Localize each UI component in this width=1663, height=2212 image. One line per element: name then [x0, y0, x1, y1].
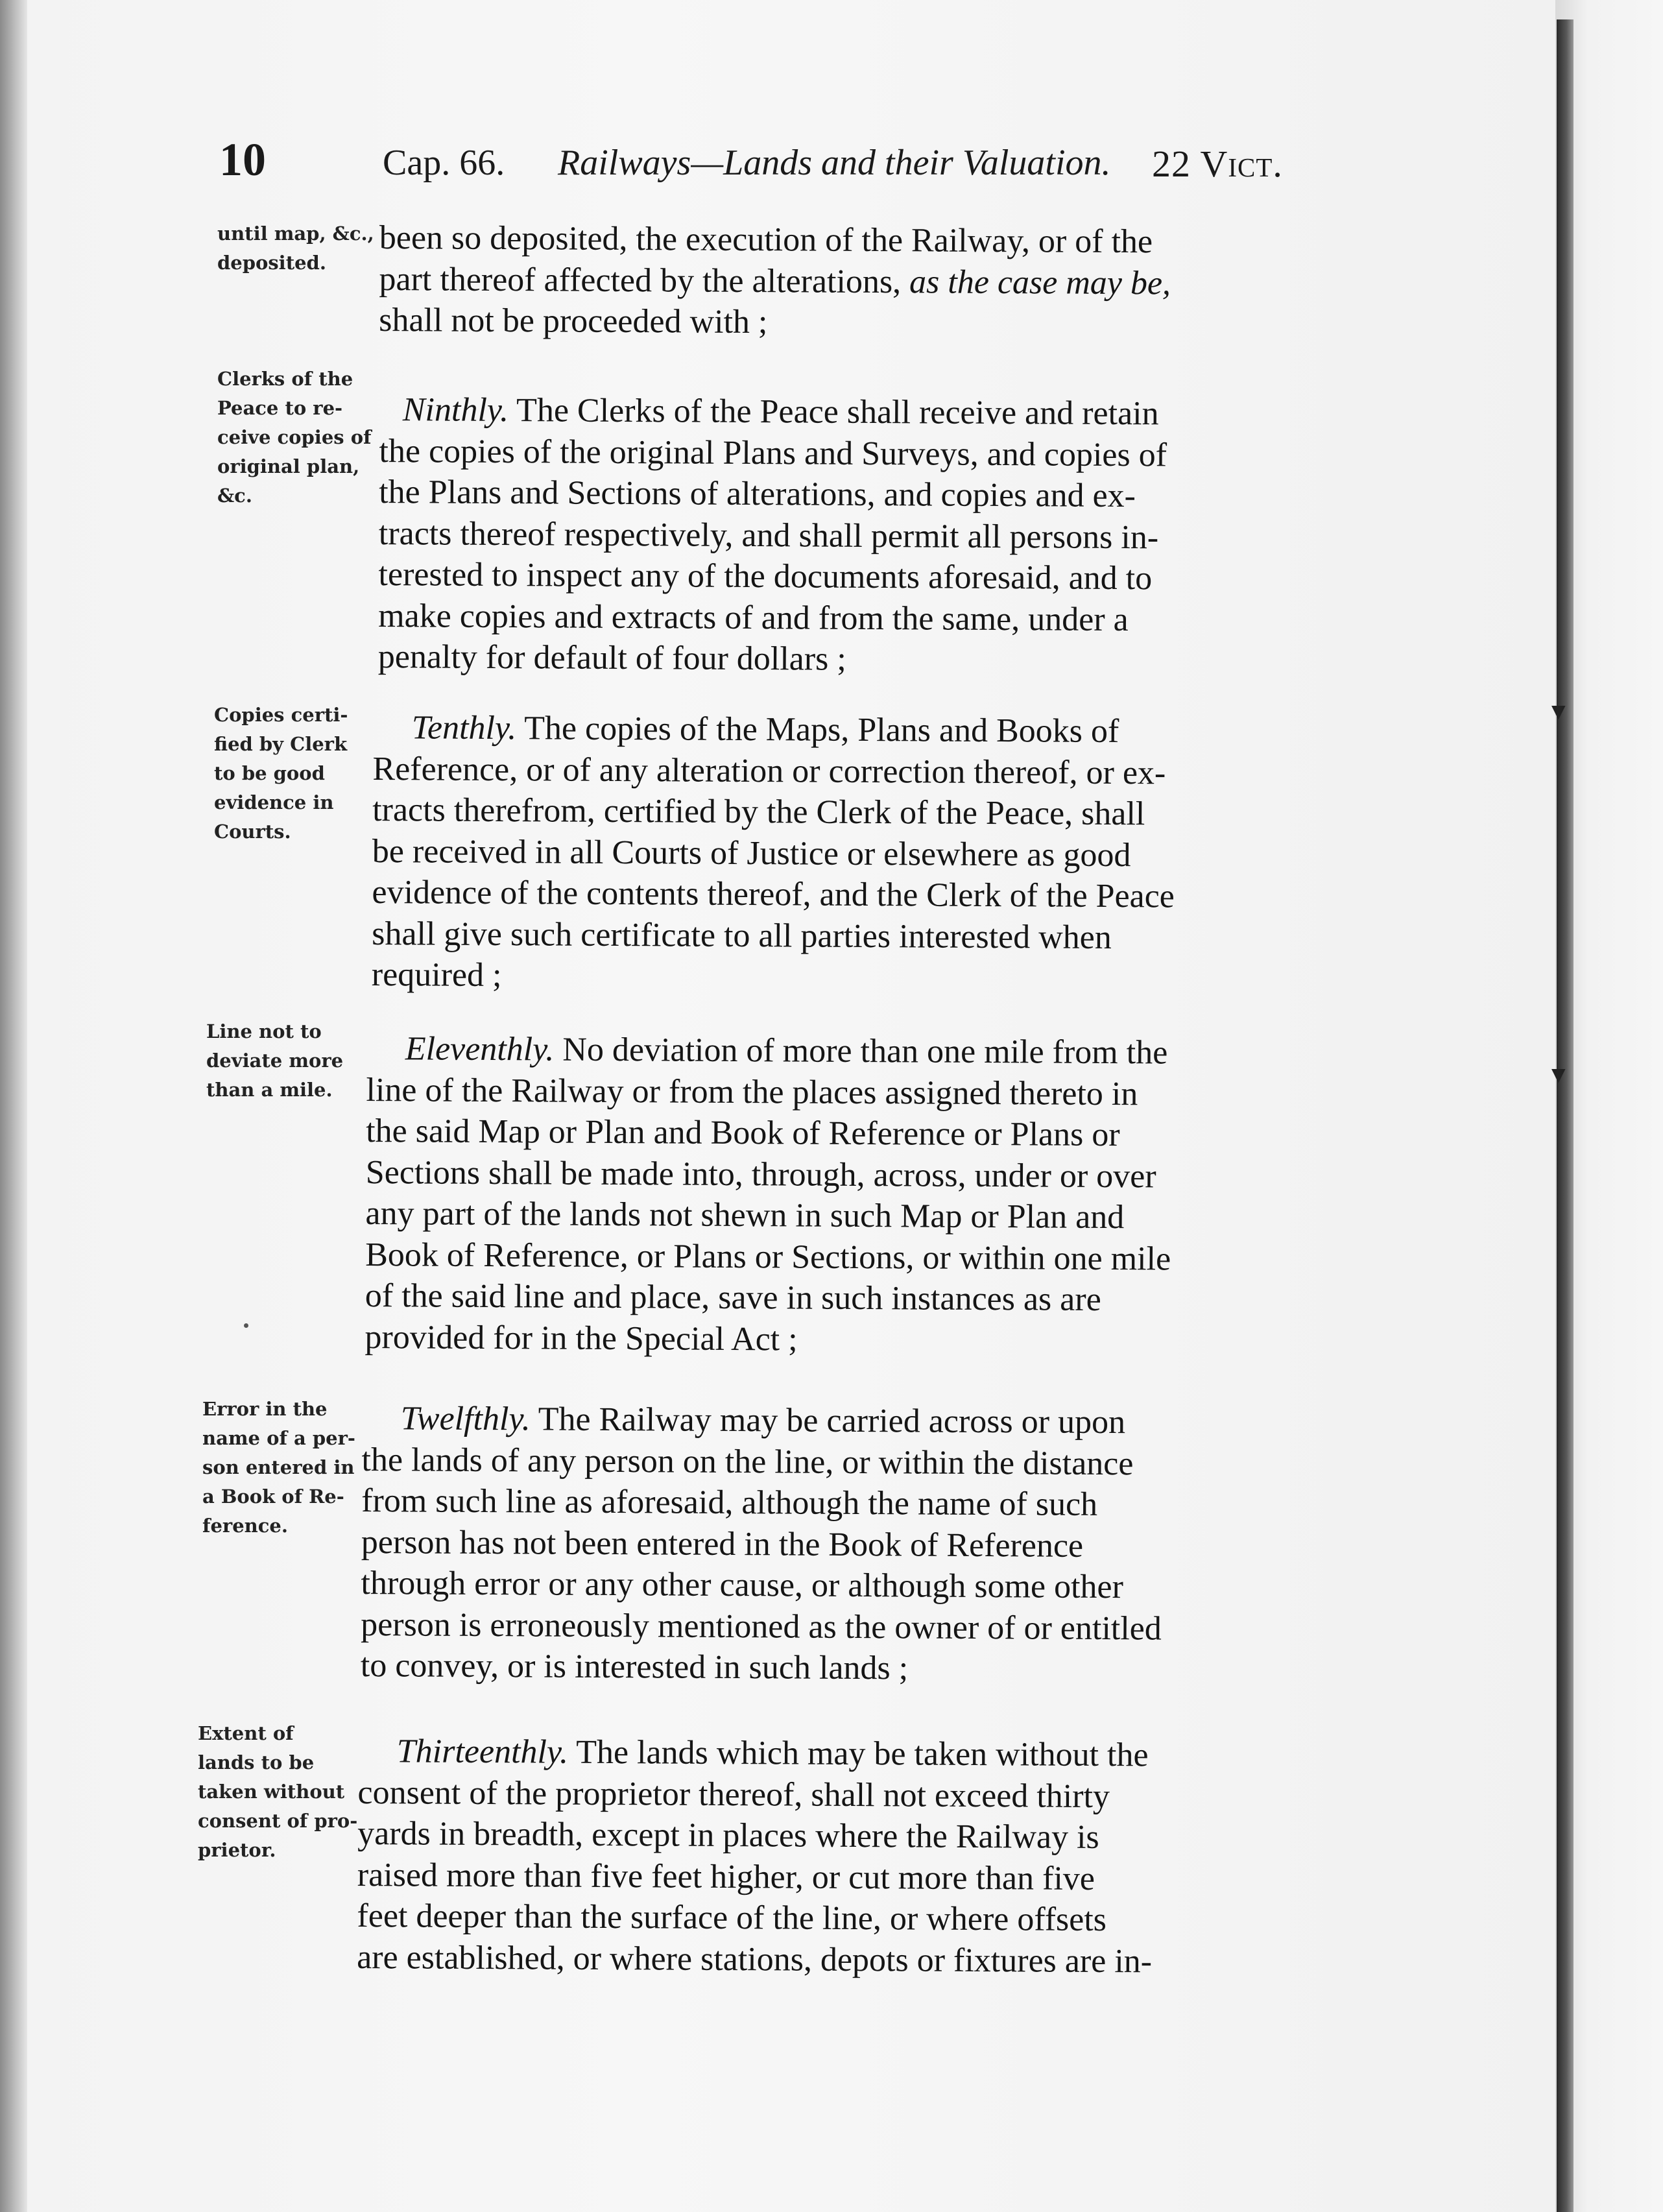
running-header	[0, 133, 1663, 191]
book-spine-edge	[1557, 19, 1573, 2212]
text-line: any part of the lands not shewn in such Map or Plan and	[365, 1194, 1125, 1236]
side-note-line: Copies certi-	[214, 704, 348, 726]
side-note-line: Clerks of the	[217, 368, 353, 390]
text-line: yards in breadth, except in places where the Railway is	[357, 1814, 1099, 1856]
text-line	[379, 389, 1167, 435]
text-line: been so deposited, the execution of the Railway, or of the	[379, 219, 1153, 261]
regnal-year: 22 Vict.	[1152, 143, 1283, 185]
side-note-line: original plan,	[217, 455, 360, 477]
side-note-line: Line not to	[206, 1020, 322, 1042]
text-line: to convey, or is interested in such lands ;	[360, 1646, 909, 1687]
text-line: the copies of the original Plans and Surveys, and copies of	[379, 432, 1167, 474]
side-note-line: a Book of Re-	[202, 1485, 344, 1508]
margin-mark: ▼	[1551, 1064, 1566, 1085]
text-fragment: The copies of the Maps, Plans and Books of	[516, 710, 1119, 751]
text-line: evidence of the contents thereof, and the Clerk of the Peace	[372, 873, 1175, 915]
text-line: person has not been entered in the Book of Reference	[361, 1523, 1084, 1565]
text-line	[362, 1398, 1163, 1443]
text-line: make copies and extracts of and from the same, under a	[378, 597, 1129, 638]
text-line: Book of Reference, or Plans or Sections, or within one mile	[365, 1236, 1171, 1277]
ink-speck	[244, 1323, 248, 1328]
paragraph-thirteenthly	[357, 1731, 1153, 1982]
text-line: penalty for default of four dollars ;	[377, 638, 846, 678]
paragraph-ninthly	[378, 389, 1167, 682]
text-fragment: The Railway may be carried across or upon	[530, 1401, 1126, 1441]
side-note-line: consent of pro-	[198, 1810, 358, 1832]
text-line: are established, or where stations, depots or fixtures are in-	[357, 1938, 1153, 1980]
text-line: shall not be proceeded with ;	[379, 301, 768, 341]
text-line: the Plans and Sections of alterations, and copies and ex-	[379, 473, 1136, 515]
text-line: the lands of any person on the line, or within the distance	[361, 1441, 1134, 1482]
text-fragment: No deviation of more than one mile from the	[554, 1031, 1168, 1072]
text-line: be received in all Courts of Justice or elsewhere as good	[372, 832, 1131, 874]
text-line: part thereof affected by the alterations, as the case may be,	[379, 260, 1171, 302]
text-line: provided for in the Special Act ;	[365, 1318, 798, 1358]
ordinal-heading: Thirteenthly.	[396, 1733, 569, 1771]
text-line: Sections shall be made into, through, across, under or over	[365, 1153, 1156, 1195]
text-line: person is erroneously mentioned as the owner of or entitled	[361, 1605, 1162, 1647]
side-note-line: deviate more	[206, 1050, 344, 1072]
side-note-line: ference.	[202, 1515, 288, 1537]
ordinal-heading: Tenthly.	[411, 709, 517, 747]
text-line: of the said line and place, save in such instances as are	[365, 1277, 1101, 1318]
paragraph-tenthly	[372, 707, 1176, 1000]
margin-mark: ▼	[1551, 701, 1566, 722]
side-note	[214, 701, 348, 847]
side-note-line: taken without	[198, 1781, 345, 1803]
side-note	[206, 1017, 343, 1105]
text-line: required ;	[371, 956, 502, 994]
side-note-line: Courts.	[214, 821, 291, 843]
side-note-line: ceive copies of	[217, 426, 372, 448]
chapter-reference: Cap. 66.	[383, 143, 505, 183]
side-note-line: to be good	[214, 762, 325, 784]
side-note-line: Error in the	[202, 1398, 328, 1420]
side-note-line: until map, &c.,	[217, 222, 374, 245]
paragraph-eleventhly	[365, 1028, 1172, 1362]
text-line: shall give such certificate to all parties interested when	[372, 915, 1112, 956]
text-line: line of the Railway or from the places assigned thereto in	[366, 1071, 1138, 1112]
text-line	[358, 1731, 1153, 1776]
text-line: consent of the proprietor thereof, shall not exceed thirty	[357, 1773, 1110, 1815]
text-fragment: The lands which may be taken without the	[568, 1733, 1149, 1774]
side-note-line: Peace to re-	[217, 397, 343, 419]
side-note-line: than a mile.	[206, 1079, 333, 1101]
text-line	[373, 707, 1176, 752]
side-note-line: evidence in	[214, 791, 334, 813]
text-line: through error or any other cause, or although some other	[361, 1564, 1124, 1606]
side-note-line: prietor.	[198, 1839, 276, 1861]
running-title: Railways—Lands and their Valuation.	[558, 143, 1111, 183]
text-line: feet deeper than the surface of the line, or where offsets	[357, 1897, 1107, 1939]
side-note	[217, 219, 374, 278]
side-note-line: &c.	[217, 485, 252, 507]
side-note	[198, 1719, 357, 1865]
ordinal-heading: Ninthly.	[402, 391, 509, 429]
side-note-line: Extent of	[198, 1722, 294, 1744]
side-note-line: fied by Clerk	[214, 733, 348, 755]
ordinal-heading: Twelfthly.	[400, 1400, 531, 1438]
side-note-line: lands to be	[198, 1751, 315, 1773]
side-note	[217, 365, 372, 511]
text-line: Reference, or of any alteration or correction thereof, or ex-	[372, 750, 1166, 791]
text-line: the said Map or Plan and Book of Reference or Plans or	[366, 1112, 1120, 1154]
paragraph-twelfthly	[361, 1398, 1163, 1690]
side-note-line: name of a per-	[202, 1427, 355, 1449]
text-line: terested to inspect any of the documents aforesaid, and to	[378, 555, 1153, 597]
text-line: raised more than five feet higher, or cut more than five	[357, 1856, 1095, 1897]
ordinal-heading: Eleventhly.	[405, 1030, 555, 1068]
page-number: 10	[219, 134, 266, 186]
side-note-line: deposited.	[217, 252, 326, 274]
side-note-line: son entered in	[202, 1456, 355, 1478]
text-line: tracts therefrom, certified by the Clerk of the Peace, shall	[372, 791, 1145, 833]
text-line	[366, 1028, 1172, 1074]
text-line: from such line as aforesaid, although the name of such	[361, 1482, 1098, 1523]
binding-shadow	[0, 0, 27, 2212]
text-fragment: The Clerks of the Peace shall receive and retain	[508, 392, 1159, 433]
text-line: tracts thereof respectively, and shall permit all persons in-	[378, 514, 1159, 556]
side-note	[202, 1395, 355, 1541]
paragraph-continuation	[379, 217, 1171, 345]
